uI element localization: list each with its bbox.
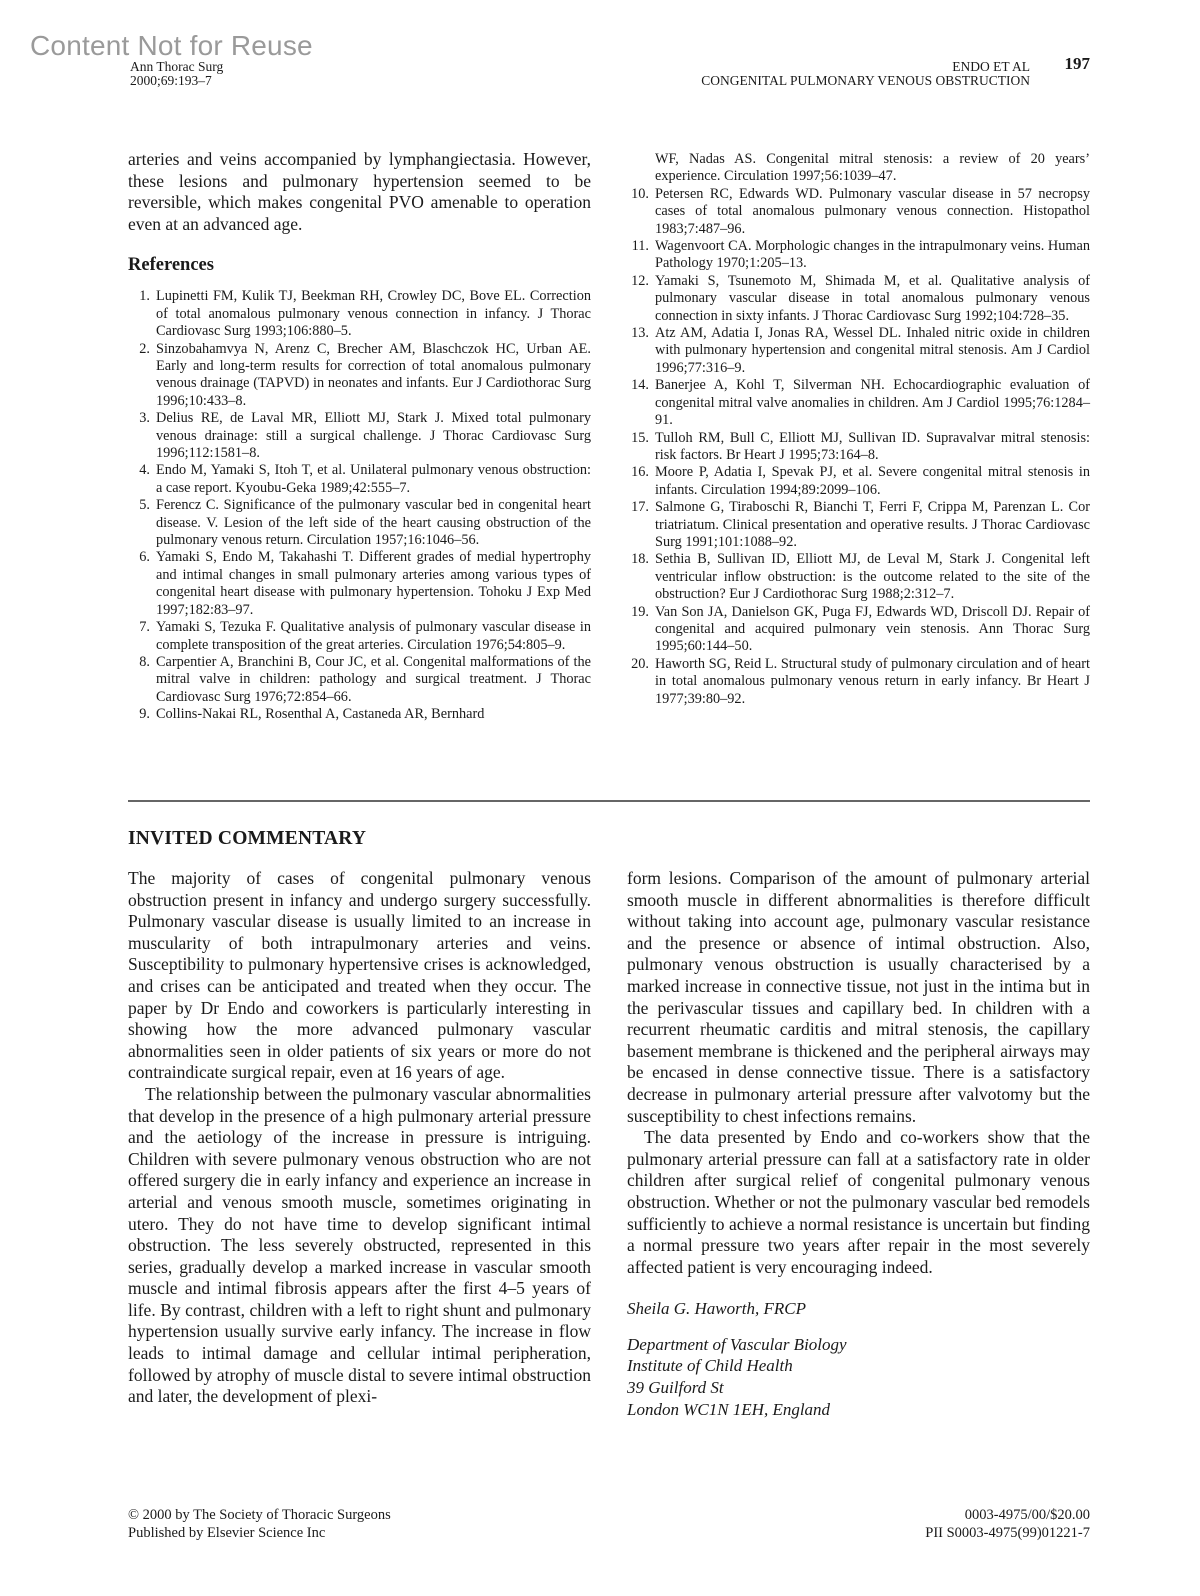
- reference-text: Yamaki S, Endo M, Takahashi T. Different grades of medial hypertrophy and intimal changes in small pulmonary arteries among various types of congenital heart disease with pulmonary hypertension. Tohoku J Exp Med 1997;182:83–97.: [156, 549, 591, 618]
- reference-text: Endo M, Yamaki S, Itoh T, et al. Unilateral pulmonary venous obstruction: a case report. Kyoubu-Geka 1989;42:555–7.: [156, 462, 591, 496]
- issn-code: 0003-4975/00/$20.00: [964, 1507, 1090, 1523]
- reference-item: [627, 151, 1090, 186]
- footer-right: [925, 1506, 1090, 1542]
- reference-text: Van Son JA, Danielson GK, Puga FJ, Edwards WD, Driscoll DJ. Repair of congenital and acquired pulmonary vein stenosis. Ann Thorac Surg 1995;60:144–50.: [655, 603, 1090, 655]
- reference-item: [627, 464, 1090, 499]
- commentary-author: Sheila G. Haworth, FRCP: [627, 1299, 806, 1319]
- reference-number: 16.: [631, 464, 649, 481]
- affiliation-line: Department of Vascular Biology: [627, 1334, 847, 1354]
- commentary-heading: INVITED COMMENTARY: [128, 828, 367, 849]
- commentary-paragraph: The relationship between the pulmonary vascular abnormalities that develop in the presence of a high pulmonary arterial pressure and the aetiology of the increase in pressure is intriguing. Children with severe pulmonary venous obstruction who are not offered surgery die in early infancy and experience an increase in arterial and venous smooth muscle, sometimes originating in utero. They do not have time to develop significant intimal obstruction. The less severely obstructed, represented in this series, gradually develop a marked increase in vascular smooth muscle and intimal fibrosis appears after the first 4–5 years of life. By contrast, children with a left to right shunt and pulmonary hypertension usually survive early infancy. The increase in flow leads to intimal damage and cellular intimal peripheration, followed by atrophy of muscle distal to severe intimal obstruction and later, the development of plexi-: [128, 1083, 591, 1407]
- reference-item: [627, 430, 1090, 465]
- running-header-right: [701, 60, 1030, 88]
- reference-number: 8.: [139, 653, 150, 670]
- reference-item: [128, 549, 591, 619]
- reference-item: [627, 325, 1090, 377]
- commentary-paragraph: The majority of cases of congenital pulmonary venous obstruction present in infancy and undergo surgery successfully. Pulmonary vascular disease is usually limited to an increase in muscularity of both intrapulmonary arteries and veins. Susceptibility to pulmonary hypertensive crises is acknowledged, and crises can be anticipated and treated when they occur. The paper by Dr Endo and coworkers is particularly interesting in showing how the more advanced pulmonary vascular abnormalities seen in older patients of six years or more do not contraindicate surgical repair, even at 16 years of age.: [128, 868, 591, 1083]
- reference-item: [128, 341, 591, 411]
- author-affiliation: [627, 1334, 1090, 1420]
- reference-number: 13.: [631, 325, 649, 342]
- body-paragraph: arteries and veins accompanied by lymphangiectasia. However, these lesions and pulmonary hypertension seemed to be reversible, which makes congenital PVO amenable to operation even at an advanced age.: [128, 149, 591, 234]
- pii-code: PII S0003-4975(99)01221-7: [925, 1525, 1090, 1541]
- reference-text: WF, Nadas AS. Congenital mitral stenosis: a review of 20 years’ experience. Circulation 1997;56:1039–47.: [655, 151, 1090, 185]
- reference-text: Haworth SG, Reid L. Structural study of pulmonary circulation and of heart in total anomalous pulmonary venous return in early infancy. Br Heart J 1977;39:80–92.: [655, 655, 1090, 707]
- reference-item: [128, 410, 591, 462]
- reference-number: 15.: [631, 429, 649, 446]
- reference-item: [627, 238, 1090, 273]
- reference-number: 2.: [139, 340, 150, 357]
- journal-name: Ann Thorac Surg: [130, 59, 224, 74]
- reference-number: 10.: [631, 185, 649, 202]
- commentary-left-column: [128, 868, 591, 1408]
- reference-number: 11.: [631, 238, 649, 255]
- reference-item: [128, 497, 591, 549]
- affiliation-line: 39 Guilford St: [627, 1378, 724, 1398]
- reference-item: [128, 619, 591, 654]
- commentary-paragraph: The data presented by Endo and co-workers show that the pulmonary arterial pressure can fall at a satisfactory rate in older children after surgical relief of congenital pulmonary venous obstruction. Whether or not the pulmonary vascular bed remodels sufficiently to achieve a normal resistance is uncertain but finding a normal pressure two years after repair in the most severely affected patient is very encouraging indeed.: [627, 1127, 1090, 1277]
- reference-text: Tulloh RM, Bull C, Elliott MJ, Sullivan ID. Supravalvar mitral stenosis: risk factors. Br Heart J 1995;73:164–8.: [655, 429, 1090, 463]
- reference-text: Yamaki S, Tezuka F. Qualitative analysis of pulmonary vascular disease in complete transposition of the great arteries. Circulation 1976;54:805–9.: [156, 619, 591, 653]
- reference-number: 4.: [139, 462, 150, 479]
- reference-number: 5.: [139, 497, 150, 514]
- reference-number: 9.: [139, 706, 150, 723]
- reference-item: [627, 604, 1090, 656]
- reference-item: [627, 186, 1090, 238]
- reference-number: 12.: [631, 272, 649, 289]
- reference-text: Sethia B, Sullivan ID, Elliott MJ, de Leval M, Stark J. Congenital left ventricular inflow obstruction: is the outcome related to the site of the obstruction? Eur J Cardiothorac Surg 1988;2:312–7.: [655, 551, 1090, 603]
- reference-text: Lupinetti FM, Kulik TJ, Beekman RH, Crowley DC, Bove EL. Correction of total anomalous pulmonary venous connection in infancy. J Thorac Cardiovasc Surg 1993;106:880–5.: [156, 288, 591, 340]
- reference-text: Yamaki S, Tsunemoto M, Shimada M, et al. Qualitative analysis of pulmonary vascular disease in total anomalous pulmonary venous connection in sixty infants. J Thorac Cardiovasc Surg 1992;104:728–35.: [655, 272, 1090, 324]
- reference-number: 19.: [631, 603, 649, 620]
- top-right-column: [627, 151, 1090, 708]
- copyright-notice: © 2000 by The Society of Thoracic Surgeons: [128, 1507, 391, 1523]
- reference-text: Salmone G, Tiraboschi R, Bianchi T, Ferri F, Crippa M, Parenzan L. Cor triatriatum. Clinical presentation and operative results. J Thorac Cardiovasc Surg 1991;101:1088–92.: [655, 499, 1090, 550]
- watermark: Content Not for Reuse: [30, 30, 313, 61]
- affiliation-line: London WC1N 1EH, England: [627, 1399, 831, 1419]
- section-divider: [128, 800, 1090, 802]
- reference-text: Wagenvoort CA. Morphologic changes in the intrapulmonary veins. Human Pathology 1970;1:205–13.: [655, 238, 1090, 272]
- commentary-paragraph: form lesions. Comparison of the amount of pulmonary arterial smooth muscle in different abnormalities is therefore difficult without taking into account age, pulmonary vascular resistance and the presence or absence of intimal obstruction. Also, pulmonary venous obstruction is usually characterised by a marked increase in connective tissue, not just in the intima but in the perivascular tissues and capillary bed. In children with a recurrent rheumatic carditis and mitral stenosis, the capillary basement membrane is thickened and the peripheral airways may be encased in dense connective tissue. There is a satisfactory decrease in pulmonary arterial pressure after valvotomy but the susceptibility to chest infections remains.: [627, 868, 1090, 1126]
- reference-item: [627, 499, 1090, 551]
- running-header-left: [130, 60, 223, 88]
- reference-item: [627, 551, 1090, 603]
- references-heading: References: [128, 255, 214, 276]
- reference-text: Ferencz C. Significance of the pulmonary vascular bed in congenital heart disease. V. Lesion of the left side of the heart causing obstruction of the pulmonary venous return. Circulation 1957;16:1046–56.: [156, 497, 591, 549]
- reference-text: Banerjee A, Kohl T, Silverman NH. Echocardiographic evaluation of congenital mitral valve anomalies in children. Am J Cardiol 1995;76:1284–91.: [655, 377, 1090, 429]
- reference-item: [627, 377, 1090, 429]
- reference-list-right: [627, 151, 1090, 708]
- reference-item: [627, 656, 1090, 708]
- reference-number: 20.: [631, 655, 649, 672]
- footer-left: [128, 1506, 391, 1542]
- reference-number: 17.: [631, 499, 649, 516]
- reference-item: [627, 273, 1090, 325]
- reference-text: Sinzobahamvya N, Arenz C, Brecher AM, Blaschczok HC, Urban AE. Early and long-term results for correction of total anomalous pulmonary venous drainage (TAPVD) in neonates and infants. Eur J Cardiothorac Surg 1996;10:433–8.: [156, 340, 591, 409]
- header-running-title: CONGENITAL PULMONARY VENOUS OBSTRUCTION: [701, 73, 1030, 88]
- reference-text: Delius RE, de Laval MR, Elliott MJ, Stark J. Mixed total pulmonary venous drainage: still a surgical challenge. J Thorac Cardiovasc Surg 1996;112:1581–8.: [156, 410, 591, 462]
- reference-number: 1.: [139, 288, 150, 305]
- affiliation-line: Institute of Child Health: [627, 1356, 793, 1376]
- reference-number: 18.: [631, 551, 649, 568]
- reference-list-left: [128, 288, 591, 723]
- top-left-column: [128, 149, 591, 724]
- reference-text: Petersen RC, Edwards WD. Pulmonary vascular disease in 57 necropsy cases of total anomalous pulmonary venous connection. Histopathol 1983;7:487–96.: [655, 185, 1090, 237]
- journal-citation: 2000;69:193–7: [130, 73, 212, 88]
- reference-number: 14.: [631, 377, 649, 394]
- reference-item: [128, 462, 591, 497]
- reference-number: 3.: [139, 410, 150, 427]
- reference-number: 6.: [139, 549, 150, 566]
- page-number: 197: [1064, 54, 1090, 73]
- reference-number: 7.: [139, 619, 150, 636]
- header-authors: ENDO ET AL: [952, 59, 1030, 74]
- commentary-right-column: [627, 868, 1090, 1420]
- reference-text: Atz AM, Adatia I, Jonas RA, Wessel DL. Inhaled nitric oxide in children with pulmonary hypertension and congenital mitral stenosis. Am J Cardiol 1996;77:316–9.: [655, 325, 1090, 376]
- publisher-notice: Published by Elsevier Science Inc: [128, 1525, 326, 1541]
- reference-text: Collins-Nakai RL, Rosenthal A, Castaneda AR, Bernhard: [156, 706, 485, 723]
- reference-text: Carpentier A, Branchini B, Cour JC, et al. Congenital malformations of the mitral valve in children: pathology and surgical treatment. J Thorac Cardiovasc Surg 1976;72:854–66.: [156, 653, 591, 705]
- reference-item: [128, 706, 591, 723]
- reference-item: [128, 288, 591, 340]
- reference-text: Moore P, Adatia I, Spevak PJ, et al. Severe congenital mitral stenosis in infants. Circulation 1994;89:2099–106.: [655, 464, 1090, 498]
- reference-item: [128, 654, 591, 706]
